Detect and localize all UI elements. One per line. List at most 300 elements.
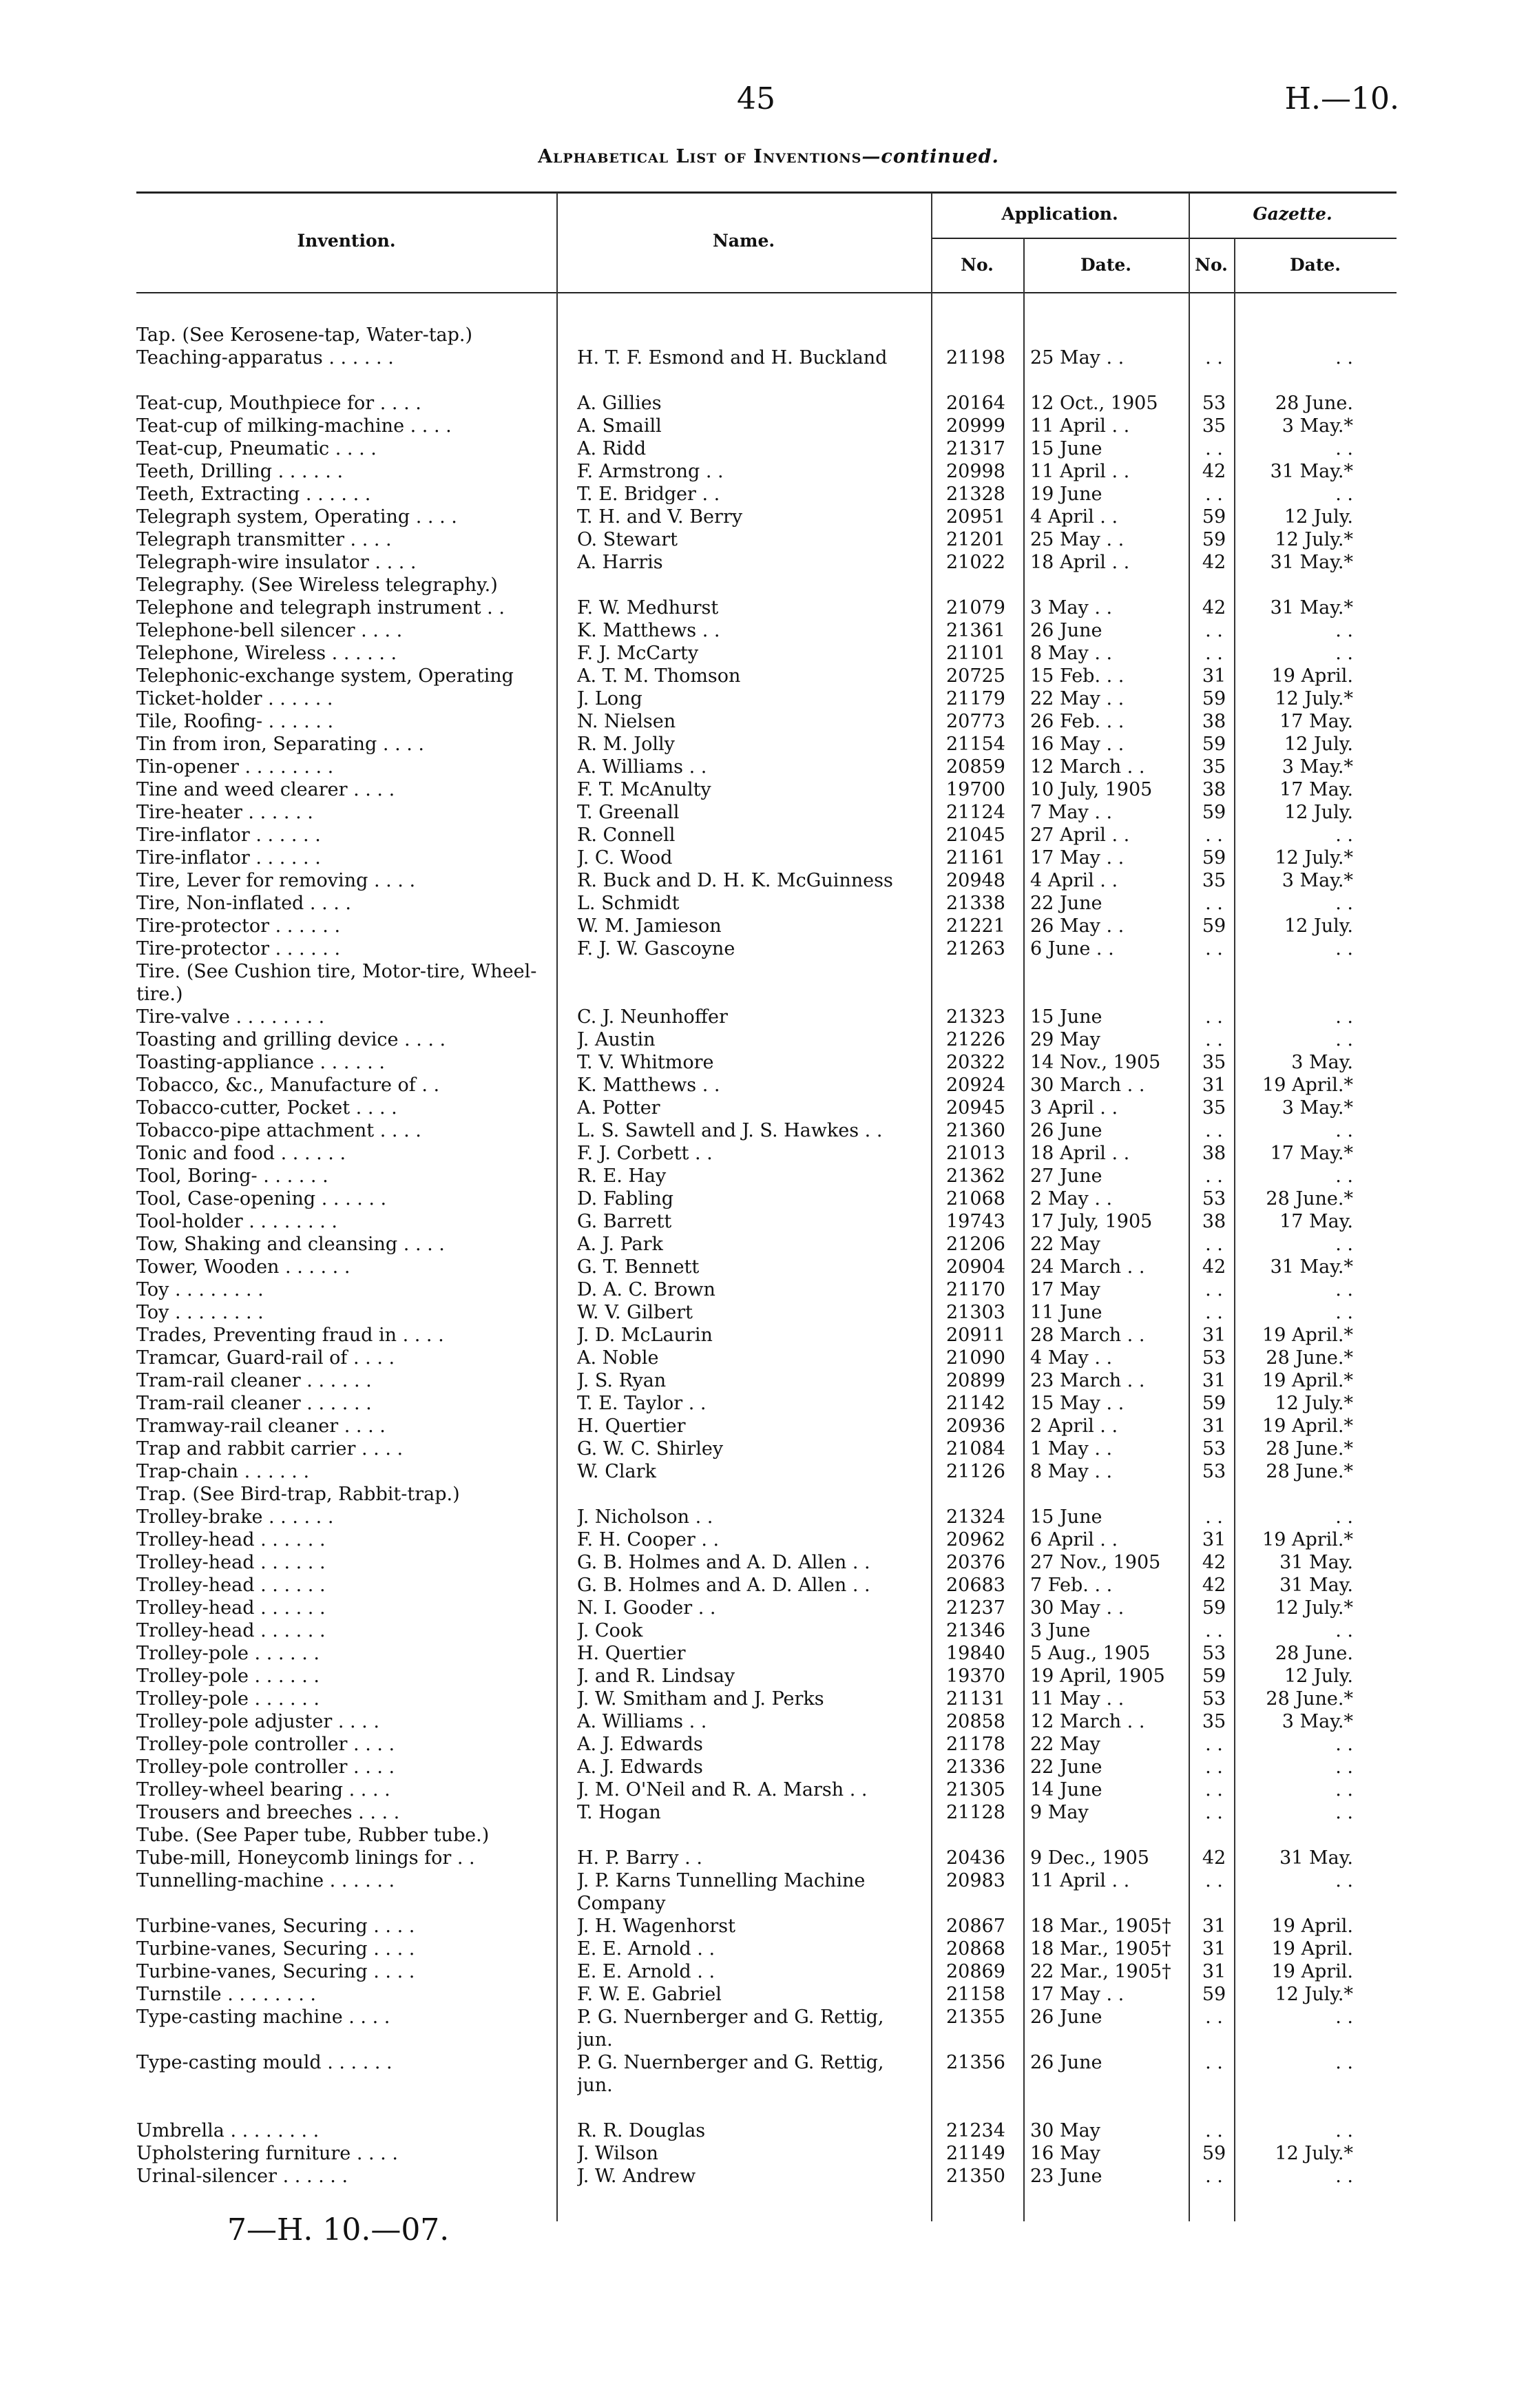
gazette-date-cell: . . [1335, 1302, 1353, 1323]
gazette-no-cell: . . [1205, 438, 1223, 459]
gazette-no-cell: 35 [1202, 415, 1226, 437]
gazette-no-cell: . . [1205, 1165, 1223, 1187]
name-cell: A. J. Edwards [577, 1756, 703, 1778]
application-date-cell: 18 April . . [1030, 1143, 1130, 1164]
invention-cell: Tramway-rail cleaner . . . . [136, 1415, 386, 1437]
application-date-cell: 25 May . . [1030, 529, 1125, 550]
application-date-cell: 9 Dec., 1905 [1030, 1847, 1149, 1869]
gazette-date-cell: 12 July.* [1275, 847, 1353, 869]
name-cell: J. W. Smitham and J. Perks [577, 1688, 824, 1710]
application-no-cell: 21206 [946, 1234, 1005, 1255]
name-cell: J. Long [577, 688, 642, 709]
gazette-date-cell: 19 April. [1271, 1916, 1353, 1937]
invention-cell: Umbrella . . . . . . . . [136, 2120, 320, 2141]
gazette-date-cell: 19 April. [1271, 1961, 1353, 1982]
application-no-cell: 20999 [946, 415, 1005, 437]
invention-cell: Tire-inflator . . . . . . [136, 847, 321, 869]
table-row [0, 733, 1537, 756]
application-date-cell: 27 June [1030, 1165, 1102, 1187]
name-cell: A. Williams . . [577, 756, 707, 778]
gazette-date-cell: . . [1335, 1620, 1353, 1641]
gazette-date-cell: 3 May. [1291, 1052, 1353, 1073]
application-no-cell: 21317 [946, 438, 1005, 459]
table-row [0, 1028, 1537, 1051]
name-cell: H. P. Barry . . [577, 1847, 702, 1869]
name-cell: A. Williams . . [577, 1711, 707, 1732]
application-no-cell: 21178 [946, 1734, 1005, 1755]
table-row [0, 437, 1537, 460]
application-no-cell: 20924 [946, 1075, 1005, 1096]
table-row [0, 642, 1537, 665]
gazette-date-cell: . . [1335, 484, 1353, 505]
invention-cell: Tire-protector . . . . . . [136, 915, 341, 937]
application-date-cell: 8 May . . [1030, 1461, 1113, 1482]
name-cell: J. P. Karns Tunnelling Machine Company [577, 1870, 866, 1914]
application-no-cell: 21128 [946, 1802, 1005, 1823]
application-no-cell: 20867 [946, 1916, 1005, 1937]
header-app-no: No. [961, 255, 994, 275]
name-cell: F. T. McAnulty [577, 779, 711, 800]
application-date-cell: 22 June [1030, 1756, 1102, 1778]
gazette-no-cell: 53 [1202, 1461, 1226, 1482]
table-row [0, 460, 1537, 483]
gazette-no-cell: 38 [1202, 1211, 1226, 1232]
application-no-cell: 20376 [946, 1552, 1005, 1573]
application-no-cell: 21084 [946, 1438, 1005, 1460]
gazette-no-cell: 31 [1202, 1075, 1226, 1096]
application-no-cell: 20868 [946, 1938, 1005, 1960]
invention-cell: Tap. (See Kerosene-tap, Water-tap.) [136, 324, 473, 346]
table-row [0, 1051, 1537, 1074]
gazette-date-cell: 19 April.* [1262, 1529, 1353, 1550]
gazette-date-cell: 31 May.* [1270, 597, 1353, 619]
application-no-cell: 21201 [946, 529, 1005, 550]
gazette-date-cell: . . [1335, 620, 1353, 641]
table-row [0, 1551, 1537, 1574]
name-cell: R. E. Hay [577, 1165, 667, 1187]
invention-cell: Telegraph-wire insulator . . . . [136, 552, 417, 573]
invention-cell: Trolley-pole adjuster . . . . [136, 1711, 379, 1732]
gazette-date-cell: 19 April.* [1262, 1370, 1353, 1391]
application-no-cell: 20951 [946, 506, 1005, 528]
application-date-cell: 14 June [1030, 1779, 1102, 1800]
invention-cell: Teat-cup, Mouthpiece for . . . . [136, 393, 421, 414]
table-row [0, 346, 1537, 392]
table-row [0, 892, 1537, 915]
gazette-date-cell: . . [1335, 1234, 1353, 1255]
table-row [0, 1097, 1537, 1119]
name-cell: D. A. C. Brown [577, 1279, 715, 1300]
table-row [0, 1437, 1537, 1460]
invention-cell: Teaching-apparatus . . . . . . [136, 347, 394, 369]
application-no-cell: 20725 [946, 665, 1005, 687]
header-application: Application. [1001, 204, 1118, 224]
header-gaz-date: Date. [1289, 255, 1341, 275]
table-row [0, 1597, 1537, 1619]
application-date-cell: 2 April . . [1030, 1415, 1118, 1437]
gazette-date-cell: 19 April.* [1262, 1415, 1353, 1437]
application-no-cell: 21237 [946, 1597, 1005, 1619]
invention-cell: Toy . . . . . . . . [136, 1302, 264, 1323]
application-no-cell: 21234 [946, 2120, 1005, 2141]
table-row [0, 1983, 1537, 2006]
application-date-cell: 19 April, 1905 [1030, 1665, 1165, 1687]
gazette-date-cell: 31 May. [1279, 1575, 1353, 1596]
invention-cell: Tow, Shaking and cleansing . . . . [136, 1234, 445, 1255]
invention-cell: Ticket-holder . . . . . . [136, 688, 333, 709]
gazette-date-cell: . . [1335, 2120, 1353, 2141]
name-cell: W. M. Jamieson [577, 915, 722, 937]
application-no-cell: 21263 [946, 938, 1005, 959]
table-row [0, 869, 1537, 892]
table-row [0, 1847, 1537, 1869]
table-row [0, 619, 1537, 642]
invention-cell: Turnstile . . . . . . . . [136, 1984, 316, 2005]
application-no-cell: 21360 [946, 1120, 1005, 1141]
application-date-cell: 11 April . . [1030, 461, 1130, 482]
name-cell: J. Austin [577, 1029, 656, 1050]
table-row [0, 596, 1537, 619]
table-row [0, 1415, 1537, 1437]
table-row [0, 1142, 1537, 1165]
table-row [0, 551, 1537, 574]
name-cell: R. M. Jolly [577, 734, 675, 755]
gazette-no-cell: 35 [1202, 1052, 1226, 1073]
application-no-cell: 21336 [946, 1756, 1005, 1778]
gazette-date-cell: . . [1335, 824, 1353, 846]
application-no-cell: 21124 [946, 802, 1005, 823]
gazette-date-cell: 19 April.* [1262, 1075, 1353, 1096]
table-row [0, 1347, 1537, 1369]
name-cell: J. Wilson [577, 2143, 658, 2164]
gazette-no-cell: 31 [1202, 1370, 1226, 1391]
name-cell: A. J. Park [577, 1234, 663, 1255]
invention-cell: Tire. (See Cushion tire, Motor-tire, Wheel-tire.) [136, 961, 537, 1005]
gazette-date-cell: 3 May.* [1282, 756, 1353, 778]
gazette-no-cell: 42 [1202, 1552, 1226, 1573]
invention-cell: Trousers and breeches . . . . [136, 1802, 400, 1823]
gazette-date-cell: . . [1335, 893, 1353, 914]
table-row [0, 1369, 1537, 1392]
gazette-no-cell: . . [1205, 1734, 1223, 1755]
invention-cell: Tine and weed clearer . . . . [136, 779, 395, 800]
application-date-cell: 23 March . . [1030, 1370, 1145, 1391]
gazette-no-cell: 59 [1202, 1984, 1226, 2005]
application-date-cell: 15 June [1030, 438, 1102, 459]
name-cell: A. Ridd [577, 438, 647, 459]
name-cell: P. G. Nuernberger and G. Rettig, jun. [577, 2006, 884, 2051]
gazette-no-cell: 53 [1202, 1643, 1226, 1664]
invention-cell: Tool, Case-opening . . . . . . [136, 1188, 387, 1210]
application-no-cell: 21158 [946, 1984, 1005, 2005]
application-no-cell: 21013 [946, 1143, 1005, 1164]
application-no-cell: 21303 [946, 1302, 1005, 1323]
name-cell: T. V. Whitmore [577, 1052, 714, 1073]
name-cell: F. W. Medhurst [577, 597, 719, 619]
invention-cell: Tobacco, &c., Manufacture of . . [136, 1075, 440, 1096]
application-date-cell: 10 July, 1905 [1030, 779, 1153, 800]
invention-cell: Upholstering furniture . . . . [136, 2143, 398, 2164]
gazette-date-cell: . . [1335, 1120, 1353, 1141]
application-no-cell: 21161 [946, 847, 1005, 869]
name-cell: A. Noble [577, 1347, 659, 1369]
name-cell: L. Schmidt [577, 893, 680, 914]
gazette-date-cell: 28 June.* [1266, 1188, 1353, 1210]
name-cell: F. J. McCarty [577, 643, 699, 664]
application-date-cell: 27 Nov., 1905 [1030, 1552, 1161, 1573]
gazette-no-cell: 35 [1202, 756, 1226, 778]
application-no-cell: 21126 [946, 1461, 1005, 1482]
table-row [0, 1642, 1537, 1665]
gazette-no-cell: 42 [1202, 1256, 1226, 1278]
table-row [0, 960, 1537, 1006]
gazette-date-cell: 3 May.* [1282, 1711, 1353, 1732]
name-cell: C. J. Neunhoffer [577, 1006, 728, 1028]
name-cell: A. Harris [577, 552, 663, 573]
application-no-cell: 21362 [946, 1165, 1005, 1187]
gazette-date-cell: 31 May. [1279, 1552, 1353, 1573]
gazette-no-cell: 53 [1202, 1188, 1226, 1210]
table-row [0, 528, 1537, 551]
invention-cell: Tunnelling-machine . . . . . . [136, 1870, 395, 1891]
header-gazette: Gazette. [1253, 204, 1332, 224]
gazette-date-cell: 28 June.* [1266, 1688, 1353, 1710]
invention-cell: Teeth, Extracting . . . . . . [136, 484, 371, 505]
invention-cell: Tram-rail cleaner . . . . . . [136, 1370, 372, 1391]
application-date-cell: 11 May . . [1030, 1688, 1125, 1710]
list-title-suffix: —continued. [861, 146, 999, 167]
application-date-cell: 9 May [1030, 1802, 1089, 1823]
application-date-cell: 17 May . . [1030, 1984, 1125, 2005]
invention-cell: Trolley-pole . . . . . . [136, 1688, 320, 1710]
name-cell: W. Clark [577, 1461, 656, 1482]
application-date-cell: 2 May . . [1030, 1188, 1113, 1210]
table-row [0, 1460, 1537, 1483]
invention-cell: Trolley-pole controller . . . . [136, 1756, 395, 1778]
name-cell: J. and R. Lindsay [577, 1665, 735, 1687]
application-no-cell: 21179 [946, 688, 1005, 709]
application-no-cell: 21149 [946, 2143, 1005, 2164]
name-cell: J. S. Ryan [577, 1370, 667, 1391]
name-cell: W. V. Gilbert [577, 1302, 693, 1323]
invention-cell: Trolley-wheel bearing . . . . [136, 1779, 390, 1800]
gazette-no-cell: 59 [1202, 1393, 1226, 1414]
application-date-cell: 23 June [1030, 2166, 1102, 2187]
invention-cell: Telephone, Wireless . . . . . . [136, 643, 397, 664]
name-cell: K. Matthews . . [577, 620, 720, 641]
gazette-no-cell: 31 [1202, 665, 1226, 687]
invention-cell: Tire-inflator . . . . . . [136, 824, 321, 846]
gazette-date-cell: 28 June.* [1266, 1347, 1353, 1369]
invention-cell: Tool, Boring- . . . . . . [136, 1165, 328, 1187]
table-row [0, 1960, 1537, 1983]
table-row [0, 1801, 1537, 1824]
table-row [0, 778, 1537, 801]
name-cell: T. H. and V. Berry [577, 506, 743, 528]
table-row [0, 1528, 1537, 1551]
invention-cell: Toy . . . . . . . . [136, 1279, 264, 1300]
application-date-cell: 12 Oct., 1905 [1030, 393, 1158, 414]
application-no-cell: 20962 [946, 1529, 1005, 1550]
invention-cell: Turbine-vanes, Securing . . . . [136, 1938, 415, 1960]
name-cell: J. C. Wood [577, 847, 673, 869]
application-date-cell: 22 May [1030, 1734, 1100, 1755]
gazette-no-cell: . . [1205, 1779, 1223, 1800]
gazette-date-cell: 3 May.* [1282, 870, 1353, 891]
gazette-date-cell: . . [1335, 438, 1353, 459]
footer-code: 7—H. 10.—07. [227, 2212, 450, 2248]
name-cell: P. G. Nuernberger and G. Rettig, jun. [577, 2052, 884, 2096]
gazette-no-cell: . . [1205, 1756, 1223, 1778]
invention-cell: Telephone and telegraph instrument . . [136, 597, 505, 619]
gazette-date-cell: . . [1335, 1870, 1353, 1891]
application-date-cell: 30 May . . [1030, 1597, 1125, 1619]
table-row [0, 1324, 1537, 1347]
gazette-no-cell: . . [1205, 347, 1223, 369]
application-no-cell: 21142 [946, 1393, 1005, 1414]
gazette-date-cell: 12 July.* [1275, 688, 1353, 709]
application-date-cell: 26 June [1030, 2006, 1102, 2028]
invention-cell: Tower, Wooden . . . . . . [136, 1256, 351, 1278]
invention-cell: Trap. (See Bird-trap, Rabbit-trap.) [136, 1484, 460, 1505]
gazette-no-cell: . . [1205, 2052, 1223, 2073]
application-date-cell: 3 May . . [1030, 597, 1113, 619]
invention-cell: Telegraph transmitter . . . . [136, 529, 392, 550]
gazette-no-cell: . . [1205, 1620, 1223, 1641]
gazette-no-cell: 59 [1202, 688, 1226, 709]
gazette-no-cell: . . [1205, 824, 1223, 846]
name-cell: A. Gillies [577, 393, 662, 414]
application-no-cell: 19743 [946, 1211, 1005, 1232]
table-row [0, 1665, 1537, 1688]
application-no-cell: 21154 [946, 734, 1005, 755]
gazette-date-cell: . . [1335, 1029, 1353, 1050]
application-date-cell: 17 May . . [1030, 847, 1125, 869]
name-cell: G. T. Bennett [577, 1256, 700, 1278]
gazette-date-cell: . . [1335, 1756, 1353, 1778]
gazette-no-cell: . . [1205, 893, 1223, 914]
invention-cell: Tire-heater . . . . . . [136, 802, 313, 823]
name-cell: F. J. Corbett . . [577, 1143, 713, 1164]
table-row [0, 2097, 1537, 2119]
invention-cell: Telegraph system, Operating . . . . [136, 506, 457, 528]
application-date-cell: 6 April . . [1030, 1529, 1118, 1550]
application-date-cell: 3 June [1030, 1620, 1091, 1641]
invention-cell: Turbine-vanes, Securing . . . . [136, 1916, 415, 1937]
application-no-cell: 21328 [946, 484, 1005, 505]
invention-cell: Toasting and grilling device . . . . [136, 1029, 446, 1050]
application-no-cell: 21361 [946, 620, 1005, 641]
header-gaz-no: No. [1195, 255, 1228, 275]
gazette-no-cell: 59 [1202, 734, 1226, 755]
name-cell: F. W. E. Gabriel [577, 1984, 722, 2005]
table-row [0, 392, 1537, 415]
name-cell: A. Smaill [577, 415, 662, 437]
application-date-cell: 14 Nov., 1905 [1030, 1052, 1161, 1073]
table-row [0, 1483, 1537, 1506]
application-date-cell: 25 May . . [1030, 347, 1125, 369]
name-cell: H. Quertier [577, 1643, 686, 1664]
name-cell: J. H. Wagenhorst [577, 1916, 736, 1937]
name-cell: H. T. F. Esmond and H. Buckland [577, 347, 888, 369]
gazette-date-cell: . . [1335, 1779, 1353, 1800]
gazette-date-cell: 12 July. [1284, 734, 1353, 755]
gazette-date-cell: 12 July. [1284, 1665, 1353, 1687]
application-no-cell: 19370 [946, 1665, 1005, 1687]
application-date-cell: 4 April . . [1030, 506, 1118, 528]
name-cell: F. H. Cooper . . [577, 1529, 720, 1550]
gazette-date-cell: 12 July.* [1275, 1393, 1353, 1414]
name-cell: H. Quertier [577, 1415, 686, 1437]
invention-cell: Trolley-head . . . . . . [136, 1597, 326, 1619]
name-cell: N. I. Gooder . . [577, 1597, 716, 1619]
gazette-no-cell: 42 [1202, 1575, 1226, 1596]
invention-cell: Trolley-head . . . . . . [136, 1575, 326, 1596]
gazette-date-cell: 19 April. [1271, 1938, 1353, 1960]
table-row [0, 1119, 1537, 1142]
gazette-no-cell: 59 [1202, 1597, 1226, 1619]
gazette-no-cell: . . [1205, 620, 1223, 641]
application-date-cell: 15 May . . [1030, 1393, 1125, 1414]
gazette-date-cell: . . [1335, 2006, 1353, 2028]
name-cell: L. S. Sawtell and J. S. Hawkes . . [577, 1120, 883, 1141]
gazette-no-cell: . . [1205, 1506, 1223, 1528]
invention-cell: Trades, Preventing fraud in . . . . [136, 1325, 444, 1346]
application-date-cell: 18 April . . [1030, 552, 1130, 573]
name-cell: E. E. Arnold . . [577, 1938, 715, 1960]
invention-cell: Tube-mill, Honeycomb linings for . . [136, 1847, 475, 1869]
table-row [0, 937, 1537, 960]
invention-cell: Tire-valve . . . . . . . . [136, 1006, 325, 1028]
inventions-table-body [0, 324, 1537, 2188]
gazette-date-cell: . . [1335, 347, 1353, 369]
list-title-main: Alphabetical List of Inventions [538, 146, 862, 167]
name-cell: K. Matthews . . [577, 1075, 720, 1096]
application-date-cell: 7 Feb. . . [1030, 1575, 1113, 1596]
application-no-cell: 21305 [946, 1779, 1005, 1800]
gazette-date-cell: 12 July.* [1275, 529, 1353, 550]
gazette-no-cell: . . [1205, 938, 1223, 959]
subheader-rule [931, 238, 1397, 239]
gazette-date-cell: 17 May. [1279, 1211, 1353, 1232]
gazette-no-cell: 59 [1202, 2143, 1226, 2164]
header-name: Name. [712, 231, 775, 251]
name-cell: E. E. Arnold . . [577, 1961, 715, 1982]
gazette-no-cell: 38 [1202, 711, 1226, 732]
application-no-cell: 21356 [946, 2052, 1005, 2073]
application-no-cell: 20904 [946, 1256, 1005, 1278]
gazette-date-cell: 19 April.* [1262, 1325, 1353, 1346]
gazette-no-cell: 35 [1202, 1711, 1226, 1732]
gazette-no-cell: . . [1205, 2120, 1223, 2141]
name-cell: J. M. O'Neil and R. A. Marsh . . [577, 1779, 868, 1800]
invention-cell: Tire-protector . . . . . . [136, 938, 341, 959]
gazette-date-cell: . . [1335, 938, 1353, 959]
application-no-cell: 21226 [946, 1029, 1005, 1050]
gazette-no-cell: . . [1205, 643, 1223, 664]
application-no-cell: 20773 [946, 711, 1005, 732]
name-cell: G. B. Holmes and A. D. Allen . . [577, 1575, 870, 1596]
header-invention: Invention. [297, 231, 396, 251]
gazette-date-cell: 31 May.* [1270, 552, 1353, 573]
table-row [0, 665, 1537, 687]
table-row [0, 1915, 1537, 1938]
table-row [0, 1824, 1537, 1847]
application-date-cell: 4 April . . [1030, 870, 1118, 891]
name-cell: T. Hogan [577, 1802, 661, 1823]
table-row [0, 1756, 1537, 1778]
application-date-cell: 17 May [1030, 1279, 1100, 1300]
